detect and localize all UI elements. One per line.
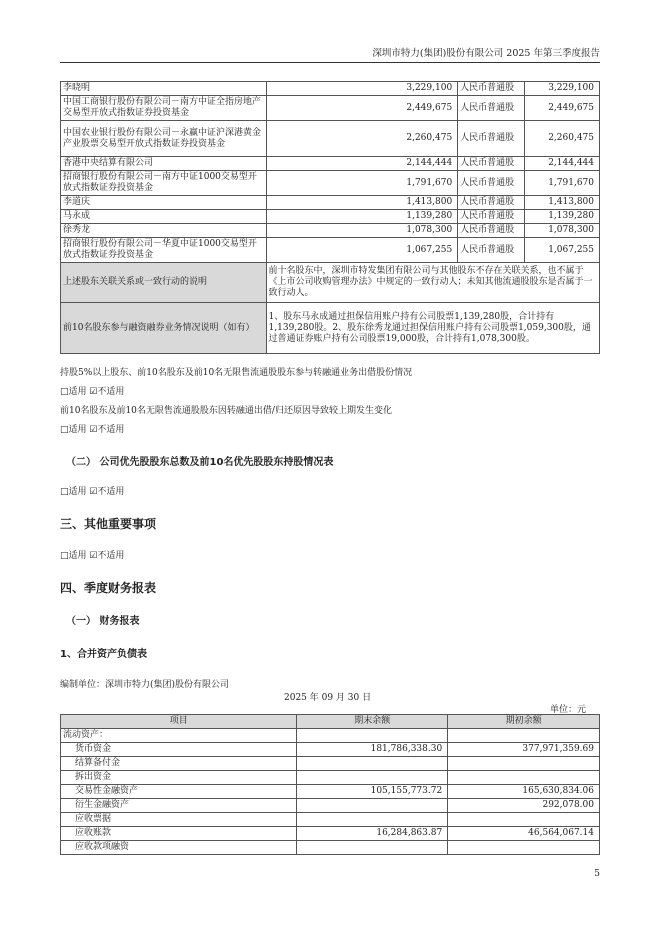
holder-name: 李道庆: [61, 196, 267, 210]
holder-name: 招商银行股份有限公司－南方中证1000交易型开放式指数证券投资基金: [61, 171, 267, 196]
period-begin-value: 46,564,067.14: [448, 827, 600, 841]
line-item: 应收款项融资: [61, 841, 297, 855]
share-type: 人民币普通股: [458, 210, 525, 224]
holder-name: 李晓明: [61, 82, 267, 96]
share-type: 人民币普通股: [458, 171, 525, 196]
holder-shares: 1,139,280: [266, 210, 458, 224]
table-row: [61, 96, 600, 121]
table-row: [61, 827, 600, 841]
holder-shares: 1,413,800: [266, 196, 458, 210]
table-row: [61, 263, 600, 303]
report-date: 2025 年 09 月 30 日: [284, 693, 372, 703]
relation-label: 上述股东关联关系或一致行动的说明: [61, 263, 267, 303]
share-count: 1,413,800: [525, 196, 600, 210]
holder-shares: 2,144,444: [266, 157, 458, 171]
page-header: 深圳市特力(集团)股份有限公司 2025 年第三季度报告: [372, 48, 600, 59]
change-applicability: □适用 ☑不适用: [60, 425, 125, 435]
table-row: [61, 743, 600, 757]
change-note: 前10名股东及前10名无限售流通股股东因转融通出借/归还原因导致较上期发生变化: [60, 406, 392, 416]
table-row: [61, 157, 600, 171]
table-row: [61, 303, 600, 354]
lending-note: 持股5%以上股东、前10名股东及前10名无限售流通股股东参与转融通业务出借股份情况: [60, 368, 413, 378]
table-row: [61, 210, 600, 224]
col-header-begin: 期初余额: [448, 715, 600, 729]
other-matters-applicability: □适用 ☑不适用: [60, 551, 125, 561]
line-item: 货币资金: [61, 743, 297, 757]
line-item: 结算备付金: [61, 757, 297, 771]
holder-shares: 1,067,255: [266, 238, 458, 263]
period-end-value: [297, 757, 448, 771]
table-row: [61, 171, 600, 196]
top-holders-table: [60, 81, 600, 354]
unit-label: 单位：元: [550, 705, 587, 715]
table-row: [61, 771, 600, 785]
margin-text: 1、股东马永成通过担保信用账户持有公司股票1,139,280股，合计持有1,139,280股。2、股东徐秀龙通过担保信用账户持有公司股票1,059,300股，通过普通证券账户持有公司股票19,000股，合计持有1,078,300股。: [266, 303, 599, 354]
line-item: 应收账款: [61, 827, 297, 841]
share-count: 1,139,280: [525, 210, 600, 224]
period-end-value: 105,155,773.72: [297, 785, 448, 799]
balance-sheet-table: [60, 714, 600, 855]
holder-shares: 2,449,675: [266, 96, 458, 121]
table-row: [61, 799, 600, 813]
share-count: 2,260,475: [525, 121, 600, 157]
holder-name: 徐秀龙: [61, 224, 267, 238]
holder-shares: 1,078,300: [266, 224, 458, 238]
holder-shares: 3,229,100: [266, 82, 458, 96]
relation-text: 前十名股东中，深圳市特发集团有限公司与其他股东不存在关联关系，也不属于《上市公司收购管理办法》中规定的一致行动人；未知其他流通股股东是否属于一致行动人。: [266, 263, 599, 303]
share-count: 1,791,670: [525, 171, 600, 196]
period-end-value: 181,786,338.30: [297, 743, 448, 757]
header-rule: [60, 62, 600, 63]
preferred-shareholders-heading: （二） 公司优先股股东总数及前10名优先股股东持股情况表: [66, 457, 334, 468]
other-matters-heading: 三、其他重要事项: [60, 517, 157, 531]
period-begin-value: [448, 757, 600, 771]
period-end-value: [297, 771, 448, 785]
holder-name: 中国农业银行股份有限公司－永赢中证沪深港黄金产业股票交易型开放式指数证券投资基金: [61, 121, 267, 157]
period-begin-value: [448, 841, 600, 855]
holder-name: 招商银行股份有限公司－华夏中证1000交易型开放式指数证券投资基金: [61, 238, 267, 263]
table-row: [61, 729, 600, 743]
share-type: 人民币普通股: [458, 121, 525, 157]
period-begin-value: [448, 771, 600, 785]
period-end-value: [297, 813, 448, 827]
statements-subheading: （一） 财务报表: [66, 616, 140, 627]
line-item: 衍生金融资产: [61, 799, 297, 813]
share-count: 2,449,675: [525, 96, 600, 121]
holder-name: 马永成: [61, 210, 267, 224]
period-end-value: 16,284,863.87: [297, 827, 448, 841]
holder-shares: 1,791,670: [266, 171, 458, 196]
table-row: [61, 224, 600, 238]
line-item: 拆出资金: [61, 771, 297, 785]
financial-statements-heading: 四、季度财务报表: [60, 581, 157, 595]
table-row: [61, 82, 600, 96]
share-type: 人民币普通股: [458, 224, 525, 238]
margin-label: 前10名股东参与融资融券业务情况说明（如有）: [61, 303, 267, 354]
page-number: 5: [594, 869, 600, 879]
table-row: [61, 121, 600, 157]
share-type: 人民币普通股: [458, 96, 525, 121]
period-begin-value: [448, 813, 600, 827]
holder-name: 香港中央结算有限公司: [61, 157, 267, 171]
table-row: [61, 238, 600, 263]
share-type: 人民币普通股: [458, 157, 525, 171]
table-row: [61, 785, 600, 799]
preparer-line: 编制单位：深圳市特力(集团)股份有限公司: [60, 680, 230, 690]
table-row: [61, 841, 600, 855]
table-row: [61, 813, 600, 827]
table-row: [61, 196, 600, 210]
lending-applicability: □适用 ☑不适用: [60, 387, 125, 397]
period-end-value: [297, 799, 448, 813]
share-count: 1,067,255: [525, 238, 600, 263]
share-type: 人民币普通股: [458, 238, 525, 263]
line-item: 应收票据: [61, 813, 297, 827]
balance-sheet-heading: 1、合并资产负债表: [60, 649, 147, 660]
period-begin-value: 292,078.00: [448, 799, 600, 813]
share-count: 2,144,444: [525, 157, 600, 171]
holder-shares: 2,260,475: [266, 121, 458, 157]
share-count: 3,229,100: [525, 82, 600, 96]
col-header-item: 项目: [61, 715, 297, 729]
table-row: [61, 757, 600, 771]
share-type: 人民币普通股: [458, 82, 525, 96]
period-end-value: [297, 841, 448, 855]
current-assets-label: 流动资产：: [61, 729, 297, 743]
share-type: 人民币普通股: [458, 196, 525, 210]
share-count: 1,078,300: [525, 224, 600, 238]
line-item: 交易性金融资产: [61, 785, 297, 799]
preferred-applicability: □适用 ☑不适用: [60, 487, 125, 497]
period-begin-value: 377,971,359.69: [448, 743, 600, 757]
holder-name: 中国工商银行股份有限公司－南方中证全指房地产交易型开放式指数证券投资基金: [61, 96, 267, 121]
period-begin-value: 165,630,834.06: [448, 785, 600, 799]
col-header-end: 期末余额: [297, 715, 448, 729]
